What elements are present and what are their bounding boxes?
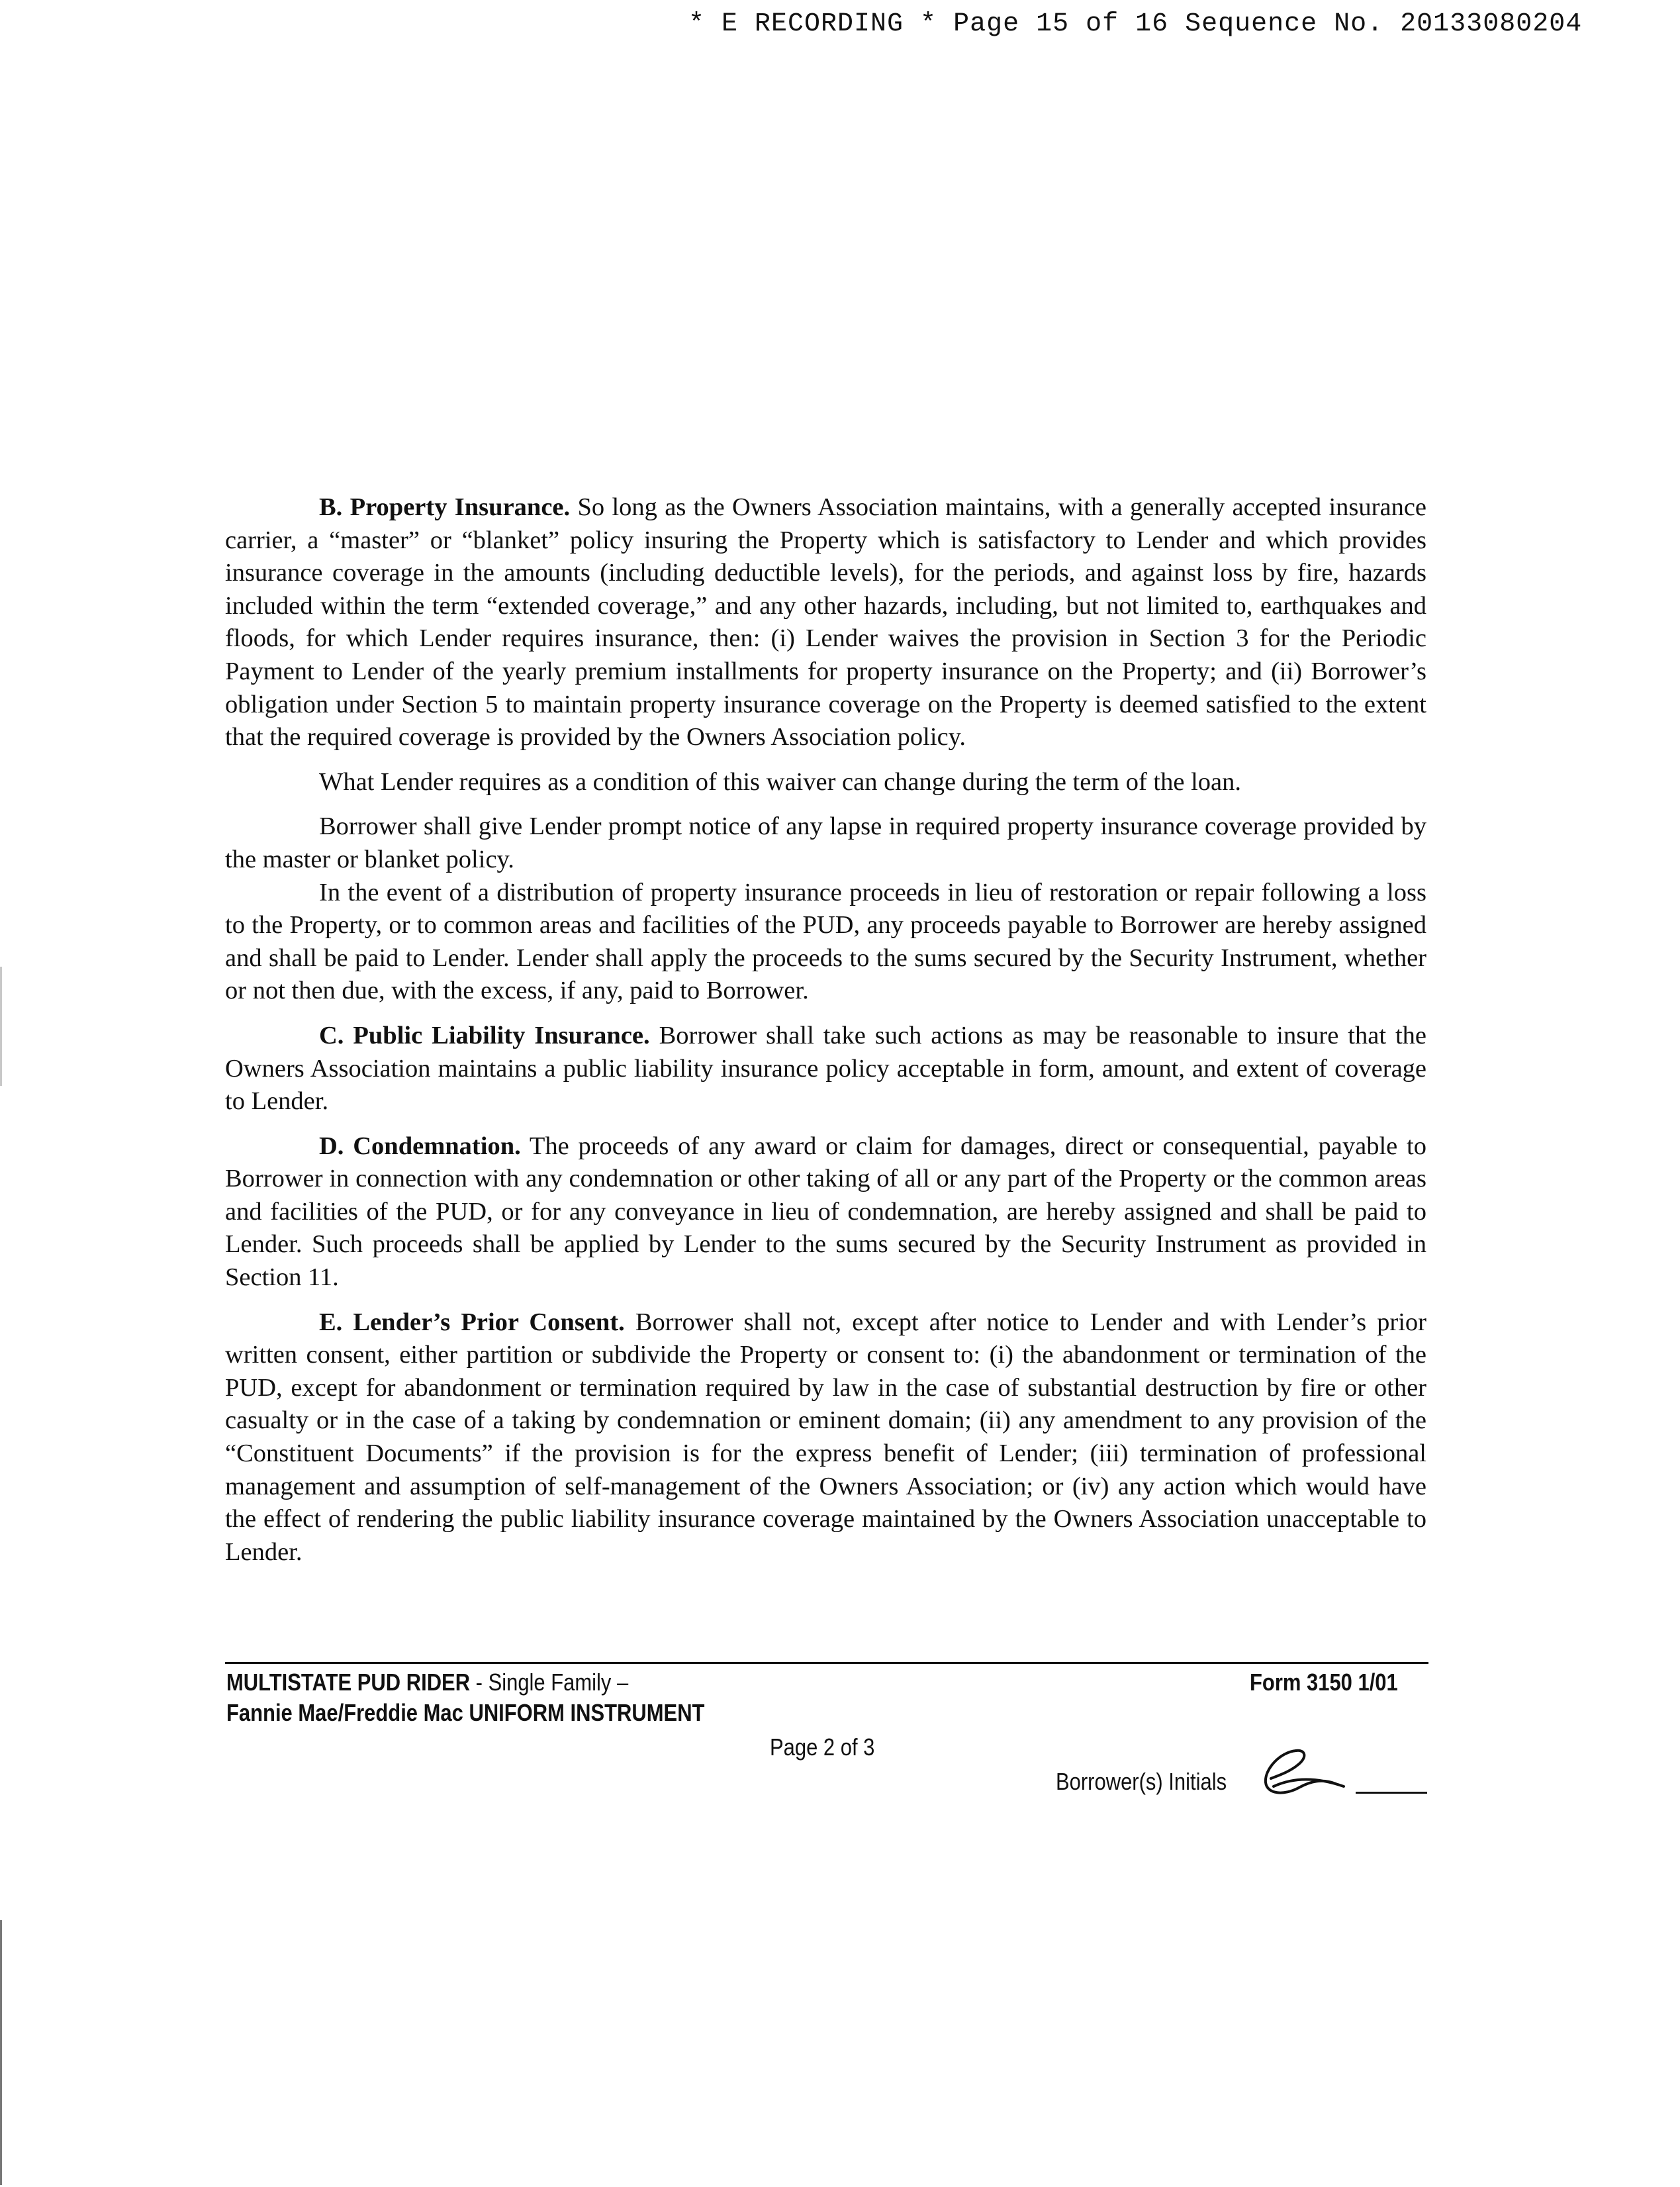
footer-instrument: Fannie Mae/Freddie Mac UNIFORM INSTRUMENT xyxy=(226,1699,705,1726)
section-d-heading: D. Condemnation. xyxy=(319,1132,521,1160)
document-body xyxy=(225,491,1426,1569)
section-e-text: Borrower shall not, except after notice to Lender and with Lender’s prior written consent, either partition or subdivide the Property or consent to: (i) the abandonment or termination of the PUD, except for abandonment or termination required by law in the case of substantial destruction by fire or other casualty or in the case of a taking by condemnation or eminent domain; (ii) any amendment to any provision of the “Constituent Documents” if the provision is for the express benefit of Lender; (iii) termination of professional management and assumption of self-management of the Owners Association; or (iv) any action which would have the effect of rendering the public liability insurance coverage maintained by the Owners Association unacceptable to Lender. xyxy=(225,1308,1427,1566)
scan-edge-mark xyxy=(0,967,2,1086)
footer-form-title-rest: - Single Family – xyxy=(470,1669,629,1696)
footer-form-title-bold: MULTISTATE PUD RIDER xyxy=(226,1669,471,1696)
section-c-public-liability-insurance xyxy=(225,1020,1426,1118)
section-d-text: The proceeds of any award or claim for damages, direct or consequential, payable to Borrower in connection with any condemnation or other taking of all or any part of the Property or the common areas and facilities of the PUD, or for any conveyance in lieu of condemnation, are hereby assigned and shall be paid to Lender. Such proceeds shall be applied by Lender to the sums secured by the Security Instrument as provided in Section 11. xyxy=(225,1132,1426,1292)
section-b-proceeds-paragraph: In the event of a distribution of property insurance proceeds in lieu of restoration or repair following a loss to the Property, or to common areas and facilities of the PUD, any proceeds payable to Borrower are hereby assigned and shall be paid to Lender. Lender shall apply the proceeds to the sums secured by the Security Instrument, whether or not then due, with the excess, if any, paid to Borrower. xyxy=(225,878,1426,1005)
recording-stamp: * E RECORDING * Page 15 of 16 Sequence No. 20133080204 xyxy=(688,9,1583,39)
section-e-heading: E. Lender’s Prior Consent. xyxy=(319,1308,625,1336)
section-b-property-insurance xyxy=(225,491,1426,754)
section-b-notice-paragraph: Borrower shall give Lender prompt notice of any lapse in required property insurance coverage provided by the master or blanket policy. xyxy=(225,812,1426,873)
scan-edge-mark xyxy=(0,1920,2,2185)
footer-divider xyxy=(225,1662,1428,1664)
footer-form-title xyxy=(226,1669,628,1696)
borrower-initials-label: Borrower(s) Initials xyxy=(1056,1768,1227,1795)
section-e-lenders-prior-consent xyxy=(225,1306,1426,1569)
section-b-heading: B. Property Insurance. xyxy=(319,493,571,521)
section-c-heading: C. Public Liability Insurance. xyxy=(319,1021,650,1049)
initials-blank-line xyxy=(1356,1792,1427,1794)
borrower-initials-signature xyxy=(1258,1743,1350,1802)
footer-form-number: Form 3150 1/01 xyxy=(1250,1669,1398,1696)
footer-page-number: Page 2 of 3 xyxy=(770,1733,875,1761)
section-b-text: So long as the Owners Association maintains, with a generally accepted insurance carrier, a “master” or “blanket” policy insuring the Property which is satisfactory to Lender and which provides insurance coverage in the amounts (including deductible levels), for the periods, and against loss by fire, hazards included within the term “extended coverage,” and any other hazards, including, but not limited to, earthquakes and floods, for which Lender requires insurance, then: (i) Lender waives the provision in Section 3 for the Periodic Payment to Lender of the yearly premium installments for property insurance on the Property; and (ii) Borrower’s obligation under Section 5 to maintain property insurance coverage on the Property is deemed satisfied to the extent that the required coverage is provided by the Owners Association policy. xyxy=(225,493,1427,752)
section-d-condemnation xyxy=(225,1130,1426,1294)
section-b-waiver-paragraph: What Lender requires as a condition of this waiver can change during the term of the loan. xyxy=(319,767,1241,796)
section-c-text: Borrower shall take such actions as may be reasonable to insure that the Owners Association maintains a public liability insurance policy acceptable in form, amount, and extent of coverage to Lender. xyxy=(225,1021,1426,1116)
